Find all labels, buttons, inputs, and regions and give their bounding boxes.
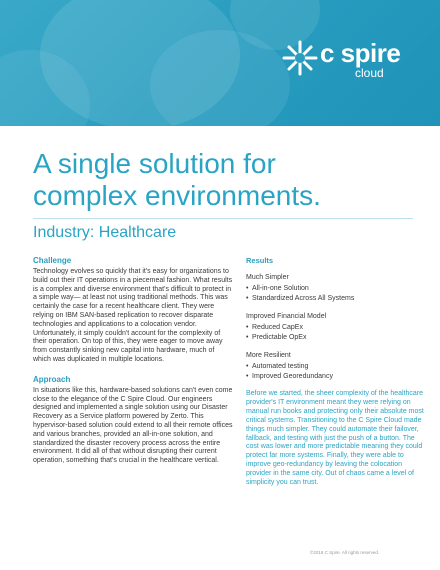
brand-logo (280, 34, 400, 84)
industry-label: Industry: Healthcare (33, 224, 177, 241)
title-line-1: A single solution for (33, 148, 276, 179)
results-group (246, 312, 426, 342)
list-item: • Reduced CapEx (246, 324, 303, 331)
brand-name: c spire (320, 38, 401, 68)
results-title: Results (246, 256, 274, 265)
list-item: • Improved Georedundancy (246, 372, 333, 380)
bullet-dot-icon: • (246, 372, 249, 380)
list-item: • Predictable OpEx (246, 333, 307, 341)
list-item: • Automated testing (246, 363, 309, 370)
right-column (246, 256, 426, 390)
bullet-dot-icon: • (246, 294, 249, 302)
title-line-2: complex environments. (33, 180, 321, 211)
bullet-dot-icon: • (246, 333, 249, 341)
bullet-dot-icon: • (246, 285, 249, 292)
left-column (33, 256, 233, 466)
list-item: • Standardized Across All Systems (246, 294, 355, 302)
challenge-text: Technology evolves so quickly that it's easy for organizations to build out their IT operations in a piecemeal fashion. What results is a complex and diverse environment that's difficult to protect in a simple way— at least not using traditional methods. This was certainly the case for a recent healthcare client. They were relying on IBM SAN-based replication to recover disparate technologies and applications to a colocation vendor. Unfortunately, it simply couldn't account for the complexity of their operation. On top of this, they were eager to move away from constantly sinking new capital into hardware, much of which was duplicated in multiple locations. (33, 268, 233, 363)
copyright-footer: ©2018 C Spire. All rights reserved. (310, 550, 380, 555)
brand-sub: cloud (355, 66, 384, 80)
list-item: • All-in-one Solution (246, 285, 309, 292)
results-group-heading: Much Simpler (246, 274, 289, 281)
results-group-heading: More Resilient (246, 352, 291, 359)
starburst-icon (280, 38, 320, 78)
challenge-title: Challenge (33, 256, 72, 265)
testimonial-quote: Before we started, the sheer complexity of the healthcare provider's IT environment meant they were relying on manual run books and protecting only their absolute most critical systems. Transitioning to the C Spire Cloud made things much simpler. They could automate their failover, fallback, and testing with just the push of a button. The cost was lower and more predictable meaning they could protect far more systems. Finally, they were able to improve geo-redundancy by leaving the colocation provider in the same city. Out of chaos came a level of simplicity you can trust. (246, 390, 424, 487)
results-group (246, 273, 426, 303)
divider (33, 218, 413, 219)
results-group (246, 351, 426, 381)
bullet-dot-icon: • (246, 324, 249, 331)
hero-banner (0, 0, 440, 126)
page-title (33, 148, 423, 212)
approach-text: In situations like this, hardware-based solutions can't even come close to the elegance of the C Spire Cloud. Our engineers designed and implemented a single solution using our Disaster Recovery as a Service platform powered by Zerto. This hypervisor-based solution could extend to all their remote offices and various branches, provided an all-in-one solution, and standardized the disaster recovery process across the entire environment. It did all of that without disrupting their current operation, something that's crucial in the healthcare vertical. (33, 386, 233, 465)
results-group-heading: Improved Financial Model (246, 313, 327, 320)
approach-title: Approach (33, 374, 71, 384)
bullet-dot-icon: • (246, 363, 249, 370)
